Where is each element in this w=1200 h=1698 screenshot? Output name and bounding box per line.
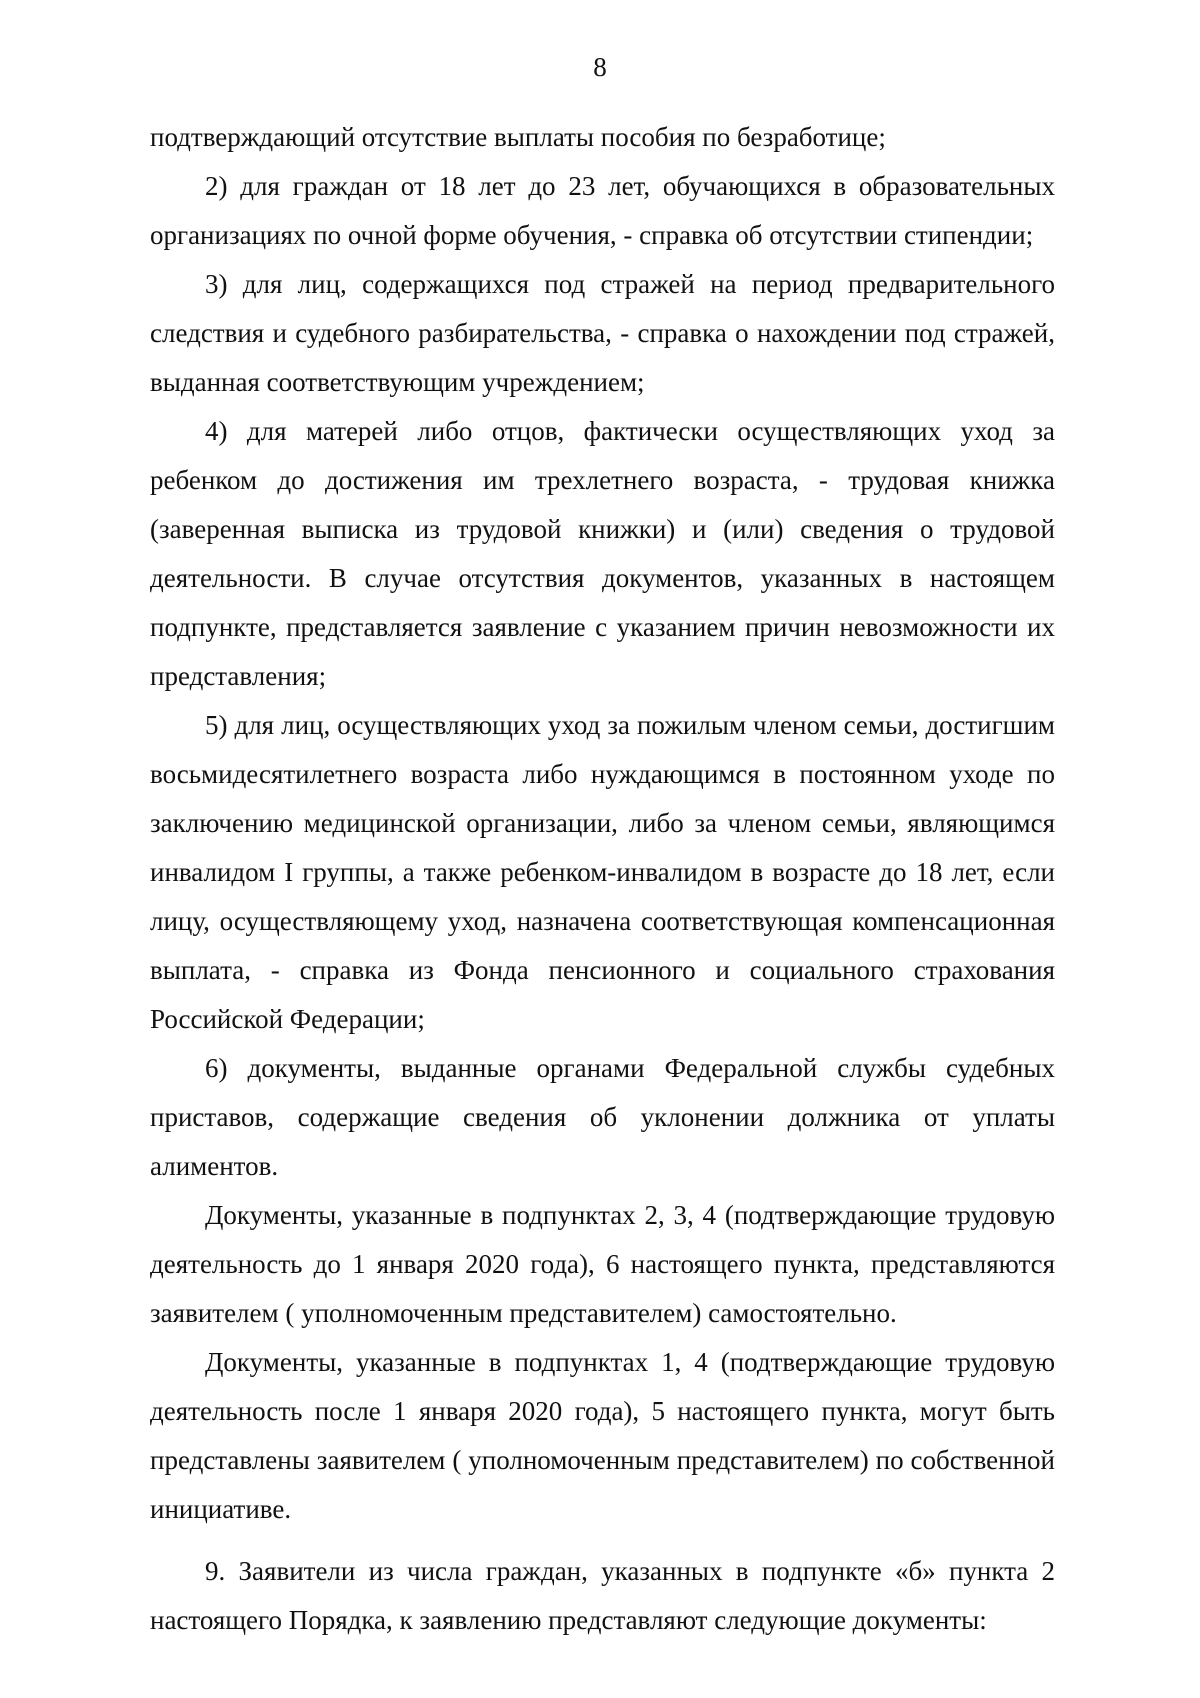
paragraph-item-6: 6) документы, выданные органами Федеральной службы судебных приставов, содержащие сведения об уклонении должника от уплаты алиментов. — [150, 1053, 1055, 1181]
paragraph-item-3: 3) для лиц, содержащихся под стражей на период предварительного следствия и судебного разбирательства, - справка о нахождении под стражей, выданная соответствующим учреждением; — [150, 269, 1055, 397]
page-number: 8 — [593, 52, 607, 82]
paragraph-documents-self: Документы, указанные в подпунктах 2, 3, 4 (подтверждающие трудовую деятельность до 1 января 2020 года), 6 настоящего пункта, представляются заявителем ( уполномоченным представителем) самостоятельно. — [150, 1200, 1055, 1328]
paragraph-clause-9: 9. Заявители из числа граждан, указанных в подпункте «б» пункта 2 настоящего Порядка, к заявлению представляют следующие документы: — [150, 1556, 1055, 1635]
paragraph-item-5: 5) для лиц, осуществляющих уход за пожилым членом семьи, достигшим восьмидесятилетнего возраста либо нуждающимся в постоянном уходе по заключению медицинской организации, либо за членом семьи, являющимся инвалидом I группы, а также ребенком-инвалидом в возрасте до 18 лет, если лицу, осуществляющему уход, назначена соответствующая компенсационная выплата, - справка из Фонда пенсионного и социального страхования Российской Федерации; — [150, 710, 1055, 1034]
paragraph-documents-optional: Документы, указанные в подпунктах 1, 4 (подтверждающие трудовую деятельность после 1 января 2020 года), 5 настоящего пункта, могут быть представлены заявителем ( уполномоченным представителем) по собственной инициативе. — [150, 1347, 1055, 1524]
paragraph-item-4: 4) для матерей либо отцов, фактически осуществляющих уход за ребенком до достижения им трехлетнего возраста, - трудовая книжка (заверенная выписка из трудовой книжки) и (или) сведения о трудовой деятельности. В случае отсутствия документов, указанных в настоящем подпункте, представляется заявление с указанием причин невозможности их представления; — [150, 416, 1055, 691]
paragraph-item-2: 2) для граждан от 18 лет до 23 лет, обучающихся в образовательных организациях по очной форме обучения, - справка об отсутствии стипендии; — [150, 171, 1055, 250]
paragraph-continuation: подтверждающий отсутствие выплаты пособия по безработице; — [150, 122, 886, 152]
document-body — [150, 113, 1055, 1645]
